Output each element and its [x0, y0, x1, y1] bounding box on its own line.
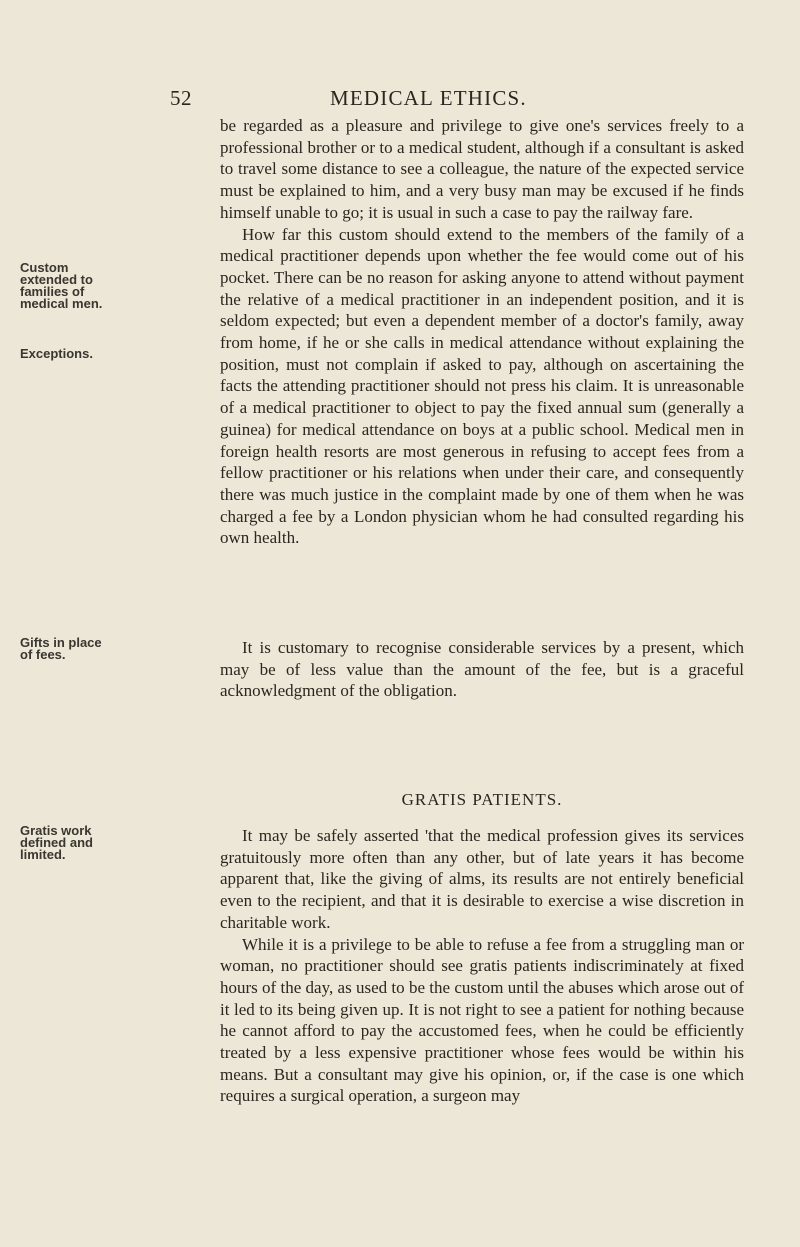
margin-note-line: Custom [20, 260, 69, 275]
margin-note-line: Gifts in place [20, 635, 102, 650]
body-text-gifts [220, 637, 744, 702]
paragraph-gratis-1: It may be safely asserted 'that the medical profession gives its services gratuitously more often than any other, but of late years it has become apparent that, like the giving of alms, its results are not entirely beneficial even to the recipient, and that it is desirable to exercise a wise discretion in charitable work. [220, 826, 744, 932]
margin-note-line: defined and [20, 835, 93, 850]
margin-note-line: medical men. [20, 296, 103, 311]
margin-note-line: of fees. [20, 647, 66, 662]
paragraph-gifts: It is customary to recognise considerable services by a present, which may be of less value than the amount of the fee, but is a graceful acknowledgment of the obligation. [220, 638, 744, 701]
margin-note-line: extended to [20, 272, 93, 287]
margin-note-line: limited. [20, 847, 66, 862]
margin-note-gifts [20, 637, 205, 661]
running-title: MEDICAL ETHICS. [330, 86, 527, 110]
margin-note-gratis-work [20, 825, 205, 861]
margin-note-line: Gratis work [20, 823, 92, 838]
body-text-gratis [220, 825, 744, 1107]
margin-note-line: Exceptions. [20, 346, 93, 361]
margin-note-line: families of [20, 284, 85, 299]
paragraph-gratis-2: While it is a privilege to be able to refuse a fee from a struggling man or woman, no practitioner should see gratis patients indiscriminately at fixed hours of the day, as used to be the custom until the abuses which arose out of it led to its being given up. It is not right to see a patient for nothing because he cannot afford to pay the accustomed fees, when he could be efficiently treated by a less expensive practitioner whose fees would be within his means. But a consultant may give his opinion, or, if the case is one which requires a surgical operation, a surgeon may [220, 934, 744, 1106]
body-text-top [220, 115, 744, 549]
margin-note-custom [20, 262, 205, 310]
section-heading: GRATIS PATIENTS. [401, 790, 563, 809]
paragraph-custom: How far this custom should extend to the members of the family of a medical practitioner depends upon whether the fee would come out of his pocket. There can be no reason for asking anyone to attend without payment the relative of a medical practitioner in an independent position, and it is seldom expected; but even a dependent member of a doctor's family, away from home, if he or she calls in medical attendance without explaining the position, must not complain if asked to pay, although on ascertaining the facts the attending practitioner should not press his claim. It is unreasonable of a medical practitioner to object to pay the fixed annual sum (generally a guinea) for medical attendance on boys at a public school. Medical men in foreign health resorts are most generous in refusing to accept fees from a fellow practitioner or his relations when under their care, and consequently there was much justice in the complaint made by one of them when he was charged a fee by a London physician whom he had consulted regarding his own health. [220, 224, 744, 548]
margin-note-exceptions [20, 348, 205, 360]
paragraph-continued: be regarded as a pleasure and privilege to give one's services freely to a professional brother or to a medical student, although if a consultant is asked to travel some distance to see a colleague, the nature of the expected service must be explained to him, and a very busy man may be excused if he finds himself unable to go; it is usual in such a case to pay the railway fare. [220, 116, 744, 222]
page-number: 52 [170, 86, 192, 110]
